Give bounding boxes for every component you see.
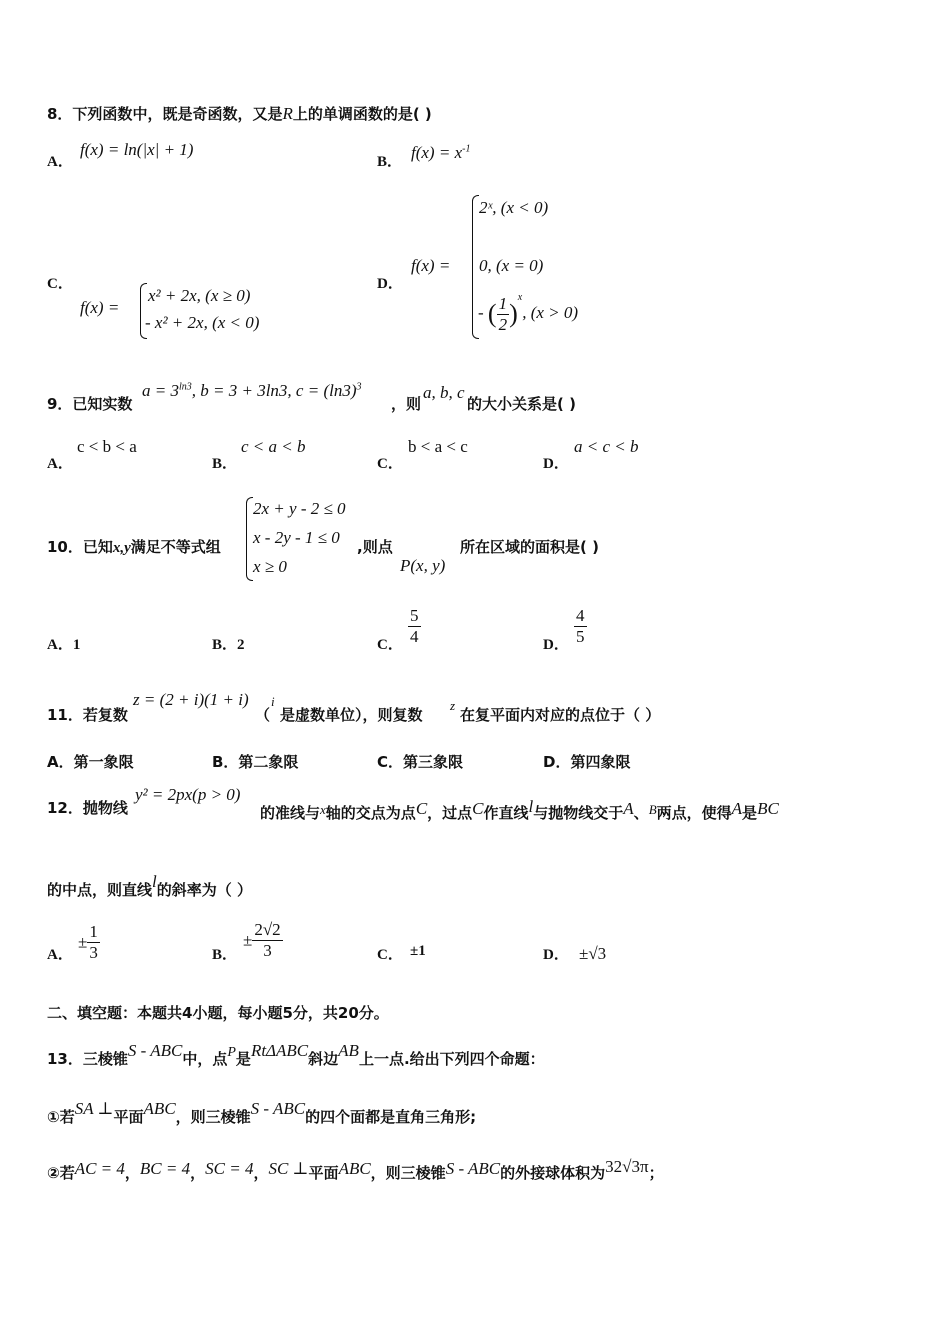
q12-expr: y² = 2px(p > 0) [135, 785, 241, 804]
q13-stem: 13．三棱锥S - ABC中，点P是RtΔABC斜边AB上一点.给出下列四个命题： [47, 1041, 545, 1068]
q9-option-d-expr: a < c < b [574, 437, 639, 456]
q10-brace [246, 497, 253, 581]
q8-option-a-expr: f(x) = ln(|x| + 1) [80, 140, 194, 159]
q9-option-b-expr: c < a < b [241, 437, 306, 456]
q11-option-b: B．第二象限 [212, 753, 299, 771]
q8-stem: 8．下列函数中，既是奇函数，又是R上的单调函数的是( ) [47, 104, 432, 123]
q9-option-a-label: A． [47, 456, 73, 472]
q11-tail: 在复平面内对应的点位于（ ） [460, 706, 661, 724]
q11-paren: （ [255, 706, 271, 724]
q12-option-d-label: D． [543, 947, 569, 963]
q11-expr: z = (2 + i)(1 + i) [133, 690, 249, 709]
q10-tail: 所在区域的面积是( ) [460, 538, 599, 556]
q11-option-c: C．第三象限 [377, 753, 464, 771]
q10-stem: 10．已知x,y满足不等式组 [47, 538, 221, 556]
q12-line1: 的准线与x轴的交点为点C，过点C作直线l与抛物线交于A、B两点，使得A是BC [260, 797, 779, 822]
q12-line2: 的中点，则直线l的斜率为（ ） [47, 872, 252, 899]
q10-option-c-frac: $\frac{5}{4}$ [410, 606, 419, 646]
q9-option-c-expr: b < a < c [408, 437, 468, 456]
q10-then: ,则点 [357, 538, 393, 556]
q8-option-b-label: B． [377, 154, 403, 170]
q8-option-d-case2: 0, (x = 0) [479, 256, 544, 275]
q9-option-d-label: D． [543, 456, 569, 472]
q9-vars: a, b, c [423, 383, 465, 402]
q8-option-d-label: D． [377, 276, 403, 292]
q11-stem: 11．若复数 [47, 706, 128, 724]
q8-option-b-expr: $f(x) = x^{-1}$ [411, 143, 471, 162]
q12-stem: 12．抛物线 [47, 799, 128, 817]
q11-option-a: A．第一象限 [47, 753, 134, 771]
q13-proposition-1: ①若SA ⊥平面ABC，则三棱锥S - ABC的四个面都是直角三角形; [47, 1099, 477, 1126]
q12-option-c-val: ±1 [410, 943, 426, 959]
q9-tail: 的大小关系是( ) [467, 395, 576, 413]
q10-option-b: B．2 [212, 637, 245, 653]
q12-option-a-label: A． [47, 947, 73, 963]
q8-option-d-case1: 2ˣ, (x < 0) [479, 198, 549, 217]
q10-option-c-label: C． [377, 637, 403, 653]
q9-mid: ，则 [391, 395, 422, 413]
q11-option-d: D．第四象限 [543, 753, 631, 771]
q9-expr: $a = 3^{ln3}$, b = 3 + 3ln3, $c = (\ln 3)^3$ [142, 381, 362, 400]
q10-ineq2: x - 2y - 1 ≤ 0 [253, 528, 340, 547]
q11-mid: 是虚数单位），则复数 [280, 706, 423, 724]
q9-option-c-label: C． [377, 456, 403, 472]
q9-option-a-expr: c < b < a [77, 437, 137, 456]
q12-option-d-val: ±√3 [579, 944, 607, 963]
q10-option-d-label: D． [543, 637, 569, 653]
q10-point: P(x, y) [400, 556, 446, 575]
q12-option-a-expr: ± $\frac{1}{3}$ [78, 922, 98, 962]
q12-option-b-label: B． [212, 947, 238, 963]
q8-option-c-case1: x² + 2x, (x ≥ 0) [148, 286, 251, 305]
q12-option-c-label: C． [377, 947, 403, 963]
q8-option-c-lhs: f(x) = [80, 298, 120, 317]
q8-option-d-lhs: f(x) = [411, 256, 451, 275]
q9-stem: 9．已知实数 [47, 395, 133, 413]
q9-option-b-label: B． [212, 456, 238, 472]
q10-option-a: A．1 [47, 637, 81, 653]
q11-z-var: z [450, 698, 456, 713]
q10-ineq1: 2x + y - 2 ≤ 0 [253, 499, 346, 518]
q12-option-b-expr: ± $\frac{2√2}{3}$ [243, 920, 281, 960]
section-2-heading: 二、填空题：本题共4小题，每小题5分，共20分。 [47, 1004, 389, 1022]
q10-option-d-frac: $\frac{4}{5}$ [576, 606, 585, 646]
q11-i-var: i [271, 694, 275, 709]
q13-proposition-2: ②若AC = 4，BC = 4，SC = 4，SC ⊥平面ABC，则三棱锥S - ABC的外接球体积为32√3π； [47, 1157, 664, 1182]
q8-option-d-case3: - ( $\frac{1}{2}$ )$^x$, (x > 0) [478, 292, 579, 334]
q8-option-c-label: C． [47, 276, 73, 292]
q8-option-a-label: A． [47, 154, 73, 170]
q8-option-c-case2: - x² + 2x, (x < 0) [145, 313, 260, 332]
q10-ineq3: x ≥ 0 [253, 557, 287, 576]
